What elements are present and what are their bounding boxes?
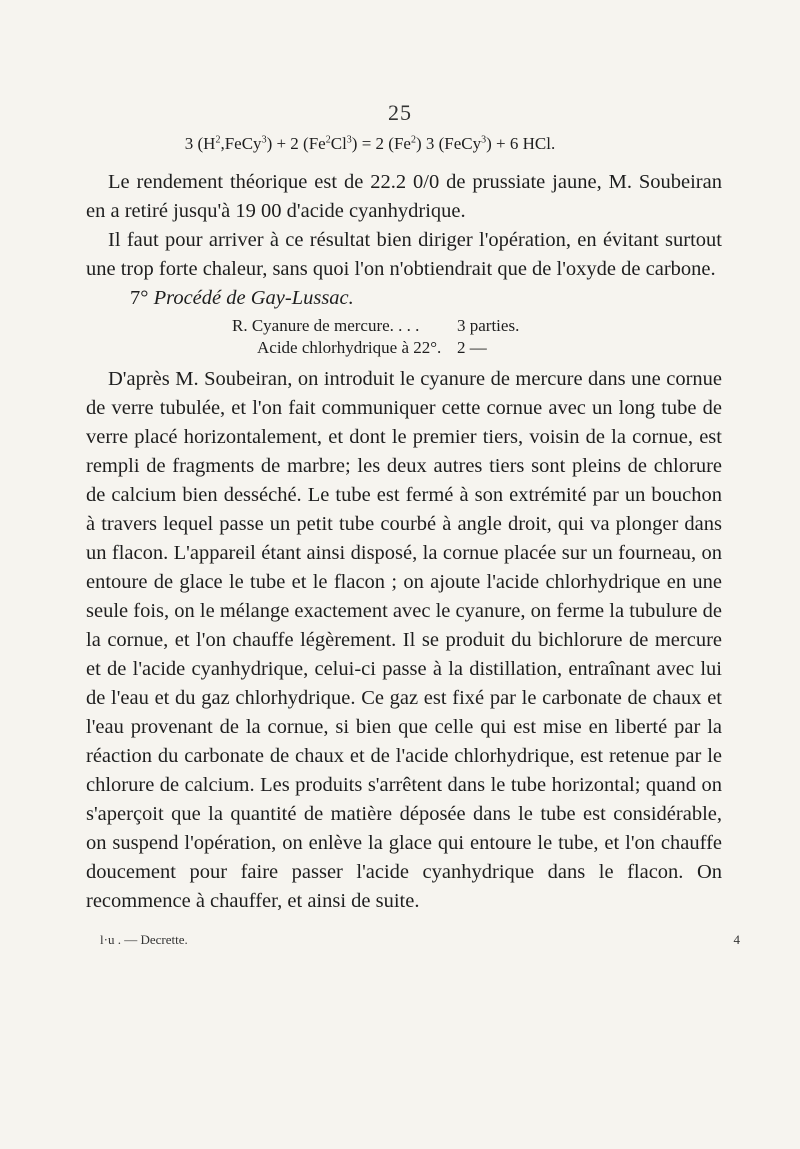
recipe-ingredient: R. Cyanure de mercure. . . . bbox=[232, 316, 420, 335]
footer-signature: l·u . — Decrette. bbox=[100, 932, 188, 947]
paragraph-conditions: Il faut pour arriver à ce résultat bien diriger l'opération, en évitant surtout une trop forte chaleur, sans quoi l'on n'obtiendrait que de l'oxyde de carbone. bbox=[86, 229, 722, 280]
recipe-quantity: 3 parties. bbox=[457, 316, 520, 335]
page-number: 25 bbox=[388, 100, 412, 125]
recipe-row bbox=[232, 337, 722, 359]
section-title: Procédé de Gay-Lussac. bbox=[153, 287, 354, 309]
section-heading bbox=[86, 284, 722, 313]
section-number: 7° bbox=[130, 287, 149, 309]
recipe-list bbox=[232, 315, 722, 359]
page-footer bbox=[100, 932, 740, 948]
paragraph-procedure: D'après M. Soubeiran, on introduit le cyanure de mercure dans une cornue de verre tubulée, et l'on fait communiquer cette cornue avec un long tube de verre placé horizontalement, et dont le premier tiers, voisin de la cornue, est rempli de fragments de marbre; les deux autres tiers sont pleins de chlorure de calcium bien desséché. Le tube est fermé à son extrémité par un bouchon à travers lequel passe un petit tube courbé à angle droit, qui va plonger dans un flacon. L'appareil étant ainsi disposé, la cornue placée sur un fourneau, on entoure de glace le tube et le flacon ; on ajoute l'acide chlorhydrique en une seule fois, on le mélange exactement avec le cyanure, on ferme la tubulure de la cornue, et l'on chauffe légèrement. Il se produit du bichlorure de mercure et de l'acide cyanhydrique, celui-ci passe à la distillation, entraînant avec lui de l'eau et du gaz chlorhydrique. Ce gaz est fixé par le carbonate de chaux et l'eau provenant de la cornue, si bien que celle qui est mise en liberté par la réaction du carbonate de chaux et de l'acide chlorhydrique, est retenue par le chlorure de calcium. Les produits s'arrêtent dans le tube horizontal; quand on s'aperçoit que la quantité de matière déposée dans le tube est considérable, on suspend l'opération, on enlève la glace qui entoure le tube, et l'on chauffe doucement pour faire passer l'acide cyanhydrique dans le flacon. On recommence à chauffer, et ainsi de suite. bbox=[86, 368, 722, 912]
recipe-ingredient: Acide chlorhydrique à 22°. bbox=[257, 338, 442, 357]
chemical-equation: 3 $(H^2,FeCy^3) + 2$ $(Fe^2Cl^3) = 2$ (Fe$^2$) 3 (FeCy$^3$) + 6 HCl. bbox=[184, 134, 556, 153]
signature-mark: 4 bbox=[733, 932, 740, 947]
recipe-row bbox=[232, 315, 722, 337]
body-text bbox=[86, 168, 722, 916]
paragraph-yield: Le rendement théorique est de 22.2 0/0 de prussiate jaune, M. Soubeiran en a retiré jusqu'à 19 00 d'acide cyanhydrique. bbox=[86, 171, 722, 222]
recipe-quantity: 2 — bbox=[457, 338, 487, 357]
